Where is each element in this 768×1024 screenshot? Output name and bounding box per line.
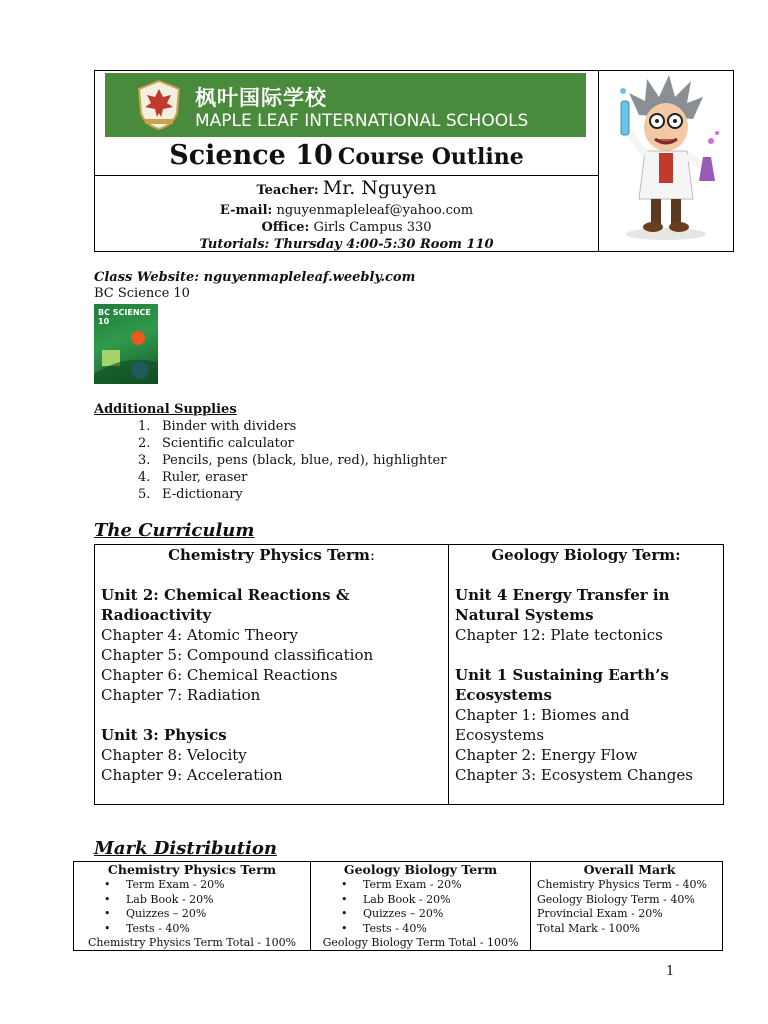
school-banner (105, 73, 586, 137)
marks-total: Chemistry Physics Term Total - 100% (87, 936, 297, 949)
class-website-text[interactable]: Class Website: nguyenmapleleaf.weebly.com (94, 270, 416, 285)
chapter-item: Chapter 1: Biomes and Ecosystems (455, 706, 630, 744)
chapter-item: Chapter 3: Ecosystem Changes (455, 766, 693, 784)
page-number: 1 (666, 964, 675, 979)
school-crest-icon (135, 79, 183, 131)
textbook-cover (94, 304, 158, 384)
email-value[interactable]: nguyenmapleleaf@yahoo.com (276, 203, 474, 218)
school-name-chinese: 枫叶国际学校 (195, 86, 327, 110)
curriculum-left-title: Chemistry Physics Term: (168, 546, 375, 564)
curriculum-heading: The Curriculum (94, 520, 255, 541)
mark-distribution-table (73, 861, 723, 951)
email-label: E-mail: (219, 203, 273, 218)
office-line (95, 219, 598, 236)
list-item: • Quizzes – 20% (341, 907, 444, 920)
list-item: 5. E-dictionary (138, 487, 243, 502)
chapter-item: Chapter 9: Acceleration (101, 766, 283, 784)
list-item: 4. Ruler, eraser (138, 470, 248, 485)
marks-column-title: Overall Mark (583, 862, 676, 877)
list-item: Total Mark - 100% (537, 921, 641, 935)
list-item: • Term Exam - 20% (104, 878, 225, 891)
marks-column-chemistry-physics (74, 862, 311, 950)
list-item: Chemistry Physics Term - 40% (537, 878, 708, 891)
marks-total: Geology Biology Term Total - 100% (322, 936, 519, 949)
page-title (95, 137, 598, 176)
list-item: 1. Binder with dividers (138, 419, 297, 434)
list-item: • Lab Book - 20% (104, 892, 214, 906)
list-item: • Tests - 40% (104, 921, 190, 935)
chapter-item: Chapter 2: Energy Flow (455, 746, 638, 764)
list-item: • Tests - 40% (341, 921, 427, 935)
chapter-item: Chapter 4: Atomic Theory (101, 626, 298, 644)
marks-column-geology-biology (311, 862, 531, 950)
chapter-item: Chapter 6: Chemical Reactions (101, 666, 338, 684)
list-item: Geology Biology Term - 40% (537, 892, 695, 906)
unit-heading: Unit 1 Sustaining Earth’s Ecosystems (455, 666, 669, 704)
textbook-label: BC Science 10 (94, 286, 190, 301)
mark-distribution-heading: Mark Distribution (94, 838, 277, 859)
list-item: Provincial Exam - 20% (537, 907, 663, 920)
chapter-item: Chapter 7: Radiation (101, 686, 261, 704)
unit-heading: Unit 4 Energy Transfer in Natural Systems (455, 586, 670, 624)
teacher-info (95, 177, 598, 253)
chapter-item: Chapter 8: Velocity (101, 746, 247, 764)
curriculum-table (94, 544, 724, 805)
chapter-item: Chapter 12: Plate tectonics (455, 626, 663, 644)
list-item: • Term Exam - 20% (341, 878, 462, 891)
textbook-cover-art-icon (94, 304, 158, 384)
list-item: • Lab Book - 20% (341, 892, 451, 906)
office-label: Office: (261, 220, 310, 235)
header-left (95, 71, 599, 251)
marks-column-title: Geology Biology Term (343, 862, 498, 877)
title-outline: Course Outline (337, 144, 524, 170)
school-name-english: MAPLE LEAF INTERNATIONAL SCHOOLS (195, 111, 529, 131)
header-box (94, 70, 734, 252)
marks-column-overall (531, 862, 722, 950)
email-line (95, 202, 598, 219)
supplies-list (138, 418, 446, 503)
curriculum-left-column (95, 545, 449, 804)
marks-column-title: Chemistry Physics Term (107, 862, 277, 877)
list-item: 3. Pencils, pens (black, blue, red), highlighter (138, 453, 447, 468)
teacher-line (95, 177, 598, 202)
supplies-heading: Additional Supplies (94, 402, 237, 417)
class-website[interactable] (94, 269, 415, 286)
scientist-cartoon-icon (599, 71, 733, 251)
office-value: Girls Campus 330 (313, 220, 432, 235)
tutorials-text: Tutorials: Thursday 4:00-5:30 Room 110 (199, 237, 494, 252)
curriculum-right-title: Geology Biology Term: (491, 546, 681, 564)
list-item: 2. Scientific calculator (138, 436, 294, 451)
textbook-cover-title: BC SCIENCE 10 (98, 308, 151, 326)
teacher-label: Teacher: (256, 183, 319, 198)
unit-heading: Unit 2: Chemical Reactions & Radioactivity (101, 586, 350, 624)
list-item: • Quizzes – 20% (104, 907, 207, 920)
unit-heading: Unit 3: Physics (101, 726, 227, 744)
teacher-name: Mr. Nguyen (322, 177, 437, 199)
chapter-item: Chapter 5: Compound classification (101, 646, 374, 664)
curriculum-right-column (449, 545, 723, 804)
scientist-cartoon (599, 71, 733, 251)
title-course: Science 10 (169, 140, 333, 171)
tutorials-line (95, 236, 598, 253)
